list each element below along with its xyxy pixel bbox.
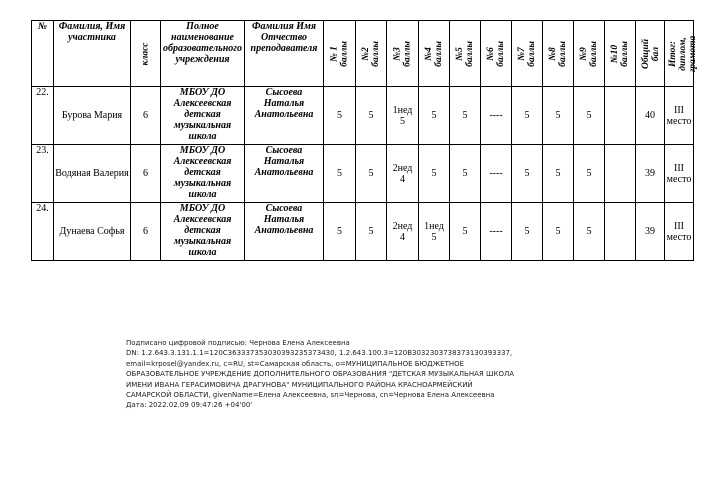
teacher-name: Сысоева Наталья Анатольевна [245, 145, 324, 203]
results-table [31, 20, 699, 261]
score-3: 2нед 4 [387, 203, 419, 261]
institution-name: МБОУ ДО Алексеевская детская музыкальная школа [161, 203, 245, 261]
row-number: 24. [32, 203, 54, 261]
score-6: ---- [481, 203, 512, 261]
score-8: 5 [543, 145, 574, 203]
score-8: 5 [543, 203, 574, 261]
score-10 [605, 145, 636, 203]
result-place: III место [665, 145, 694, 203]
header-score-8: №8 баллы [543, 21, 574, 87]
total-score: 39 [636, 145, 665, 203]
signature-line: ОБРАЗОВАТЕЛЬНОЕ УЧРЕЖДЕНИЕ ДОПОЛНИТЕЛЬНОГО ОБРАЗОВАНИЯ "ДЕТСКАЯ МУЗЫКАЛЬНАЯ ШКОЛА [126, 370, 515, 379]
header-score-9: №9 баллы [574, 21, 605, 87]
score-9: 5 [574, 87, 605, 145]
score-5: 5 [450, 87, 481, 145]
participant-name: Бурова Мария [54, 87, 131, 145]
header-teacher: Фамилия Имя Отчество преподавателя [245, 21, 324, 87]
header-row [32, 21, 694, 87]
participant-name: Дунаева Софья [54, 203, 131, 261]
score-4: 5 [419, 87, 450, 145]
institution-name: МБОУ ДО Алексеевская детская музыкальная школа [161, 145, 245, 203]
signature-line: САМАРСКОЙ ОБЛАСТИ, givenName=Елена Алексеевна, sn=Чернова, cn=Чернова Елена Алексеевна [126, 391, 495, 400]
score-7: 5 [512, 203, 543, 261]
teacher-name: Сысоева Наталья Анатольевна [245, 87, 324, 145]
header-no: № [32, 21, 54, 87]
score-2: 5 [356, 145, 387, 203]
result-place: III место [665, 203, 694, 261]
score-9: 5 [574, 203, 605, 261]
table-row [32, 203, 694, 261]
score-4: 1нед 5 [419, 203, 450, 261]
header-score-5: №5 баллы [450, 21, 481, 87]
header-result: Итог: диплом, грамота [665, 21, 694, 87]
score-5: 5 [450, 145, 481, 203]
participant-name: Водяная Валерия [54, 145, 131, 203]
score-6: ---- [481, 145, 512, 203]
score-10 [605, 87, 636, 145]
header-score-3: №3 баллы [387, 21, 419, 87]
teacher-name: Сысоева Наталья Анатольевна [245, 203, 324, 261]
signature-date: Дата: 2022.02.09 09:47:26 +04'00' [126, 401, 253, 410]
score-3: 2нед 4 [387, 145, 419, 203]
class-value: 6 [131, 145, 161, 203]
score-4: 5 [419, 145, 450, 203]
score-1: 5 [324, 203, 356, 261]
header-score-10: №10 баллы [605, 21, 636, 87]
header-score-4: №4 баллы [419, 21, 450, 87]
signature-line: email=krposel@yandex.ru, c=RU, st=Самарская область, o=МУНИЦИПАЛЬНОЕ БЮДЖЕТНОЕ [126, 359, 465, 368]
institution-name: МБОУ ДО Алексеевская детская музыкальная школа [161, 87, 245, 145]
header-total: Общий бал [636, 21, 665, 87]
result-place: III место [665, 87, 694, 145]
signature-line: DN: 1.2.643.3.131.1.1=120C363337353030393235373430, 1.2.643.100.3=120B30323037383731303933​37, [126, 349, 513, 358]
header-score-6: №6 баллы [481, 21, 512, 87]
score-10 [605, 203, 636, 261]
score-3: 1нед 5 [387, 87, 419, 145]
score-1: 5 [324, 145, 356, 203]
score-9: 5 [574, 145, 605, 203]
score-2: 5 [356, 87, 387, 145]
score-5: 5 [450, 203, 481, 261]
row-number: 23. [32, 145, 54, 203]
header-institution: Полное наименование образовательного учреждения [161, 21, 245, 87]
table-row [32, 87, 694, 145]
total-score: 40 [636, 87, 665, 145]
score-1: 5 [324, 87, 356, 145]
header-name: Фамилия, Имя участника [54, 21, 131, 87]
score-6: ---- [481, 87, 512, 145]
score-7: 5 [512, 145, 543, 203]
header-class: класс [131, 21, 161, 87]
total-score: 39 [636, 203, 665, 261]
header-score-7: №7 баллы [512, 21, 543, 87]
header-score-1: № 1 баллы [324, 21, 356, 87]
class-value: 6 [131, 87, 161, 145]
score-8: 5 [543, 87, 574, 145]
score-2: 5 [356, 203, 387, 261]
signature-line: ИМЕНИ ИВАНА ГЕРАСИМОВИЧА ДРАГУНОВА" МУНИЦИПАЛЬНОГО РАЙОНА КРАСНОАРМЕЙСКИЙ [126, 380, 473, 389]
class-value: 6 [131, 203, 161, 261]
signature-line: Подписано цифровой подписью: Чернова Елена Алексеевна [126, 339, 350, 347]
table-row [32, 145, 694, 203]
score-7: 5 [512, 87, 543, 145]
digital-signature-block [126, 338, 566, 411]
row-number: 22. [32, 87, 54, 145]
header-score-2: №2 баллы [356, 21, 387, 87]
